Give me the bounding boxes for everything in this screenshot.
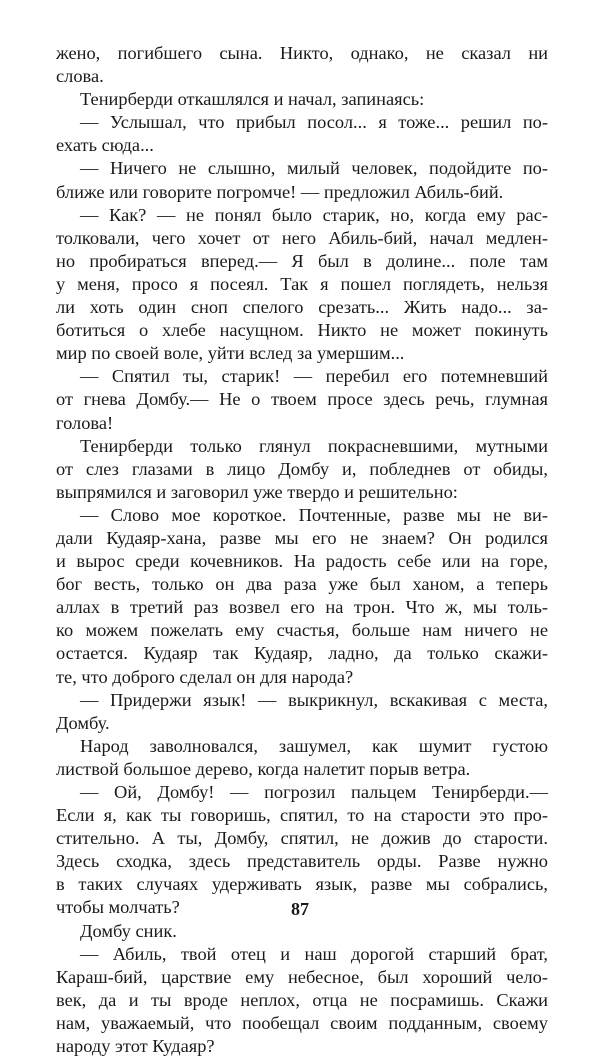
text-line: и вырос среди кочевников. На радость себе или на горе,	[56, 551, 548, 572]
text-line: — Придержи язык! — выкрикнул, вскакивая с места,	[80, 689, 548, 710]
text-line: в таких случаях удерживать язык, разве мы собрались,	[56, 874, 548, 895]
text-line: у меня, просо я посеял. Так я пошел поглядеть, нельзя	[56, 273, 548, 294]
text-line: Караш-бий, царствие ему небесное, был хороший чело-	[56, 966, 548, 987]
text-line: мир по своей воле, уйти вслед за умершим...	[56, 343, 405, 364]
text-line: — Абиль, твой отец и наш дорогой старший брат,	[80, 943, 548, 964]
text-line: — Услышал, что прибыл посол... я тоже... решил по-	[80, 112, 548, 133]
text-line: бог весть, только он два раза уже был ханом, а теперь	[56, 574, 548, 595]
text-line: стительно. А ты, Домбу, спятил, не дожив до старости.	[56, 828, 548, 849]
text-line: слова.	[56, 66, 104, 87]
text-line: век, да и ты вроде неплох, отца не посрамишь. Скажи	[56, 989, 548, 1010]
text-line: — Ничего не слышно, милый человек, подойдите по-	[80, 158, 548, 179]
text-line: — Слово мое короткое. Почтенные, разве мы не ви-	[80, 504, 548, 525]
text-line: ко можем пожелать ему счастья, больше нам ничего не	[56, 620, 548, 641]
text-line: Народ заволновался, зашумел, как шумит густою	[80, 735, 548, 756]
page-number: 87	[291, 899, 309, 919]
text-line: но пробираться вперед.— Я был в долине... поле там	[56, 250, 548, 271]
text-line: нам, уважаемый, что пообещал своим подданным, своему	[56, 1012, 548, 1033]
text-line: от слез глазами в лицо Домбу и, побледнев от обиды,	[56, 458, 548, 479]
text-line: народу этот Кудаяр?	[56, 1036, 215, 1057]
text-line: толковали, чего хочет от него Абиль-бий, начал медлен-	[56, 227, 548, 248]
text-line: ли хоть один сноп спелого срезать... Жить надо... за-	[56, 297, 548, 318]
text-line: — Ой, Домбу! — погрозил пальцем Тенирберди.—	[80, 782, 548, 802]
text-line: ботиться о хлебе насущном. Никто не может покинуть	[56, 320, 548, 341]
text-line: голова!	[56, 412, 114, 433]
text-line: остается. Кудаяр так Кудаяр, ладно, да только скажи-	[56, 643, 548, 664]
text-line: выпрямился и заговорил уже твердо и решительно:	[56, 481, 458, 502]
text-line: жено, погибшего сына. Никто, однако, не сказал ни	[56, 43, 548, 63]
text-line: Здесь сходка, здесь представитель орды. Разве нужно	[56, 851, 548, 872]
text-line: — Как? — не понял было старик, но, когда ему рас-	[80, 204, 548, 225]
text-line: листвой большое дерево, когда налетит порыв ветра.	[56, 758, 471, 779]
text-line: от гнева Домбу.— Не о твоем просе здесь речь, глумная	[56, 389, 548, 410]
text-line: ехать сюда...	[56, 135, 154, 156]
text-line: чтобы молчать?	[56, 897, 180, 918]
text-line: Домбу сник.	[80, 920, 177, 941]
text-line: Тенирберди только глянул покрасневшими, мутными	[80, 435, 548, 456]
text-line: аллах в третий раз возвел его на трон. Что ж, мы толь-	[56, 597, 548, 618]
text-line: ближе или говорите погромче! — предложил Абиль-бий.	[56, 181, 504, 202]
text-line: Тенирберди откашлялся и начал, запинаясь:	[80, 89, 425, 110]
text-line: те, что доброго сделал он для народа?	[56, 666, 354, 687]
text-line: дали Кудаяр-хана, разве мы его не знаем? Он родился	[56, 527, 548, 548]
text-line: Если я, как ты говоришь, спятил, то на старости это про-	[56, 805, 548, 826]
text-line: — Спятил ты, старик! — перебил его потемневший	[80, 366, 548, 387]
text-line: Домбу.	[56, 712, 110, 733]
